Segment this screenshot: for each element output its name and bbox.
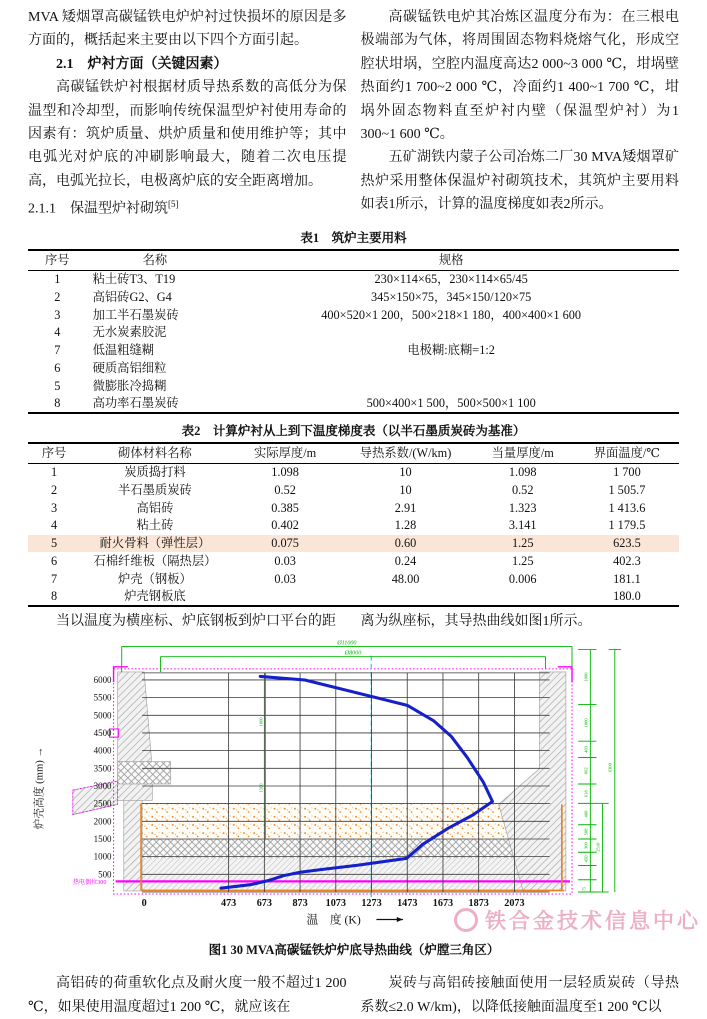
subsection-heading-text: 2.1.1 保温型炉衬砌筑 [28,201,168,217]
table-cell: 粘土砖 [136,518,174,533]
table-cell: 7 [50,571,58,586]
y-tick-label: 6000 [93,675,112,686]
citation-ref: [5] [168,199,179,210]
table-cell: 炉壳钢板底 [124,589,186,604]
dimension-label: 450 [583,855,589,863]
table-row [28,270,679,288]
table-row [28,588,679,607]
table-cell: 500×400×1 500，500×500×1 100 [366,396,536,411]
table-cell [230,588,341,607]
table-cell: 0.24 [394,553,417,568]
x-tick-label: 1473 [397,898,418,910]
dimension-label: 75 [581,887,587,892]
y-tick-label: 5500 [93,692,112,703]
dimension-label: 300 [583,842,589,850]
thermocouple-label: 热电偶位300 [72,880,107,887]
furnace-diagram [28,635,680,933]
table-cell: 1 [50,465,58,480]
table-cell: 电极糊:底糊=1:2 [407,343,495,358]
furnace-lining-layers [142,804,564,892]
y-tick-label: 2500 [93,799,112,810]
y-tick-label: 1000 [93,852,112,863]
paragraph: 高碳锰铁电炉其冶炼区温度分布为：在三根电极端部为气体，将周围固态物料烧熔气化，形成空腔状坩埚，空腔内温度高达2 000~3 000 ℃，坩埚壁热面约1 700~2 000 ℃，冷面约1 400~1 700 ℃，坩埚外固态物料直至炉衬内壁（保温型炉衬）为1 300~1 600 ℃。 [360,10,679,143]
table-row [28,289,679,307]
table-cell: 6 [50,553,58,568]
x-tick-label: 2073 [504,898,525,910]
table1-title: 表1 筑炉主要用料 [300,231,407,246]
column-header: 导热系数/(W/km) [340,443,470,463]
paragraph-text: 炭砖与高铝砖接触面使用一层轻质炭砖（导热系数≤2.0 W/km)，以降低接触面温度至1 200 ℃以 [360,976,679,1015]
y-tick-label: 4000 [93,746,112,757]
dimension-label: Ø11000 [337,640,357,647]
table-cell: 1.323 [508,500,537,515]
table-cell: 2 [50,483,58,498]
dimension-label: 1500 [258,783,264,793]
column-header: 砌体材料名称 [80,443,230,463]
table-cell: 400×520×1 200，500×218×1 180，400×400×1 600 [321,307,582,322]
table-cell: 高功率石墨炭砖 [92,396,179,411]
table-cell: 5 [54,378,61,393]
table-cell: 0.52 [511,483,534,498]
dimension-label: 1800 [583,672,589,682]
table-cell: 0.03 [274,553,296,568]
table-cell: 1.098 [508,465,537,480]
column-header: 界面温度/℃ [575,443,679,463]
dimension-label: 1800 [258,717,264,727]
table-cell: 1 179.5 [608,518,646,533]
table-cell: 炉壳（钢板） [118,571,192,586]
dimension-label: 508 [583,828,589,836]
x-tick-label: 473 [220,898,237,910]
table-cell: 0.03 [274,571,296,586]
table-cell [223,359,679,377]
table-cell [471,588,575,607]
table-cell: 低温粗缝糊 [92,343,155,358]
dimension-label: 6300 [607,763,613,773]
table-cell: 2 [54,290,61,305]
y-tick-label: 4500 [93,728,112,739]
table-cell: 3 [54,307,61,322]
column-header: 规格 [223,250,679,270]
y-tick-label: 1500 [93,834,112,845]
table-row [28,535,679,553]
intro-right-column [361,6,680,221]
column-header: 名称 [87,250,224,270]
table-row [28,517,679,535]
table-cell: 10 [399,465,412,480]
column-header: 当量厚度/m [471,443,575,463]
table-row [28,342,679,360]
paragraph: 五矿湖铁内蒙子公司冶炼二厂30 MVA矮烟罩矿热炉采用整体保温炉衬砌筑技术，其筑炉主要用料如表1所示，计算的温度梯度如表2所示。 [360,150,679,213]
y-axis-title: 炉壳高度 (mm) → [33,747,46,830]
figure-1 [28,635,680,958]
bottom-columns [28,972,679,1019]
table-cell: 623.5 [575,535,679,553]
table-cell: 粘土砖T3、T19 [92,272,176,287]
x-tick-label: 1273 [361,898,382,910]
x-tick-label: 1073 [325,898,346,910]
paragraph-text: 高铝砖的荷重软化点及耐火度一般不超过1 200 ℃，如果使用温度超过1 200 ℃，就应该在 [28,976,347,1015]
table-row [28,306,679,324]
table-cell: 硬质高铝细粒 [92,360,167,375]
paragraph [361,972,680,1019]
table-header-row [28,250,679,270]
table-cell: 耐火骨料（弹性层） [80,535,230,553]
table2-title: 表2 计算炉衬从上到下温度梯度表（以半石墨质炭砖为基准） [181,424,526,439]
dimension-label: 1000 [583,718,589,728]
table-row [28,324,679,342]
table-cell [223,324,679,342]
intro-left-column [28,6,347,221]
table-temperature-gradient [28,442,679,607]
table-cell: 高铝砖G2、G4 [92,290,172,305]
table-cell: 0.075 [230,535,341,553]
table-cell: 高铝砖 [136,500,174,515]
table-cell: 0.385 [271,500,299,515]
table-cell: 3.141 [508,518,537,533]
table-cell: 6 [54,360,61,375]
paragraph: MVA 矮烟罩高碳锰铁电炉炉衬过快损坏的原因是多方面的，概括起来主要由以下四个方面引起。 [28,10,347,49]
table-cell: 1 413.6 [608,500,646,515]
table-row [28,499,679,517]
x-axis-title: 温 度 (K) [306,913,361,927]
x-tick-label: 673 [256,898,272,910]
table-cell: 48.00 [391,571,420,586]
table-cell: 0.60 [340,535,470,553]
table-row [28,482,679,500]
watermark-text: 铁合金技术信息中心 [485,909,701,933]
table-materials [28,249,679,414]
y-tick-label: 500 [98,869,112,880]
paragraph-text: 离为纵座标，其导热曲线如图1所示。 [360,614,592,630]
table-row [28,463,679,481]
table-cell: 3 [50,500,58,515]
figure-caption: 图1 30 MVA高碳锰铁炉炉底导热曲线（炉膛三角区） [208,943,500,958]
column-header: 序号 [28,250,87,270]
table-cell: 半石墨质炭砖 [118,483,192,498]
table-cell: 230×114×65，230×114×65/45 [374,272,528,287]
table-cell: 0.006 [508,571,537,586]
table-cell: 1.25 [471,535,575,553]
y-tick-label: 2000 [93,816,112,827]
table-cell: 1.28 [394,518,417,533]
column-header: 实际厚度/m [230,443,341,463]
dimension-label: 2510 [595,842,601,853]
dimension-label: Ø8000 [344,650,362,657]
table-cell: 0.52 [274,483,296,498]
table-cell: 1 [54,272,61,287]
paragraph [361,611,680,633]
dimension-label: 480 [583,810,589,818]
table-cell: 8 [50,589,58,604]
x-axis-arrowhead [397,917,403,922]
table-row [28,552,679,570]
paragraph-text: 当以温度为横座标、炉底钢板到炉口平台的距 [56,614,336,630]
dimension-label: 483 [583,746,589,754]
bridge-columns [28,611,679,633]
x-tick-label: 1673 [432,898,454,910]
table-cell: 微膨胀冷捣糊 [92,378,167,393]
table-cell: 0.402 [271,518,299,533]
y-tick-label: 5000 [93,710,112,721]
dimension-label: 862 [583,767,589,775]
column-header: 序号 [28,443,80,463]
table-cell: 1.25 [511,553,534,568]
table-cell: 加工半石墨炭砖 [92,307,179,322]
table-row [28,377,679,395]
table-cell: 石棉纤维板（隔热层） [93,553,217,568]
table-cell: 炭质捣打料 [124,465,186,480]
x-tick-label: 873 [292,898,308,910]
section-heading: 2.1 炉衬方面（关键因素） [56,56,228,72]
table-cell: 5 [28,535,80,553]
table-cell: 180.0 [613,589,641,604]
table-cell: 1.098 [271,465,299,480]
paragraph [28,611,347,633]
table-cell: 8 [54,396,61,411]
paragraph: 高碳锰铁炉衬根据材质导热系数的高低分为保温型和冷却型，而影响传统保温型炉衬使用寿命的因素有：筑炉质量、烘炉质量和使用维护等；其中电弧光对炉底的冲刷影响最大，随着二次电压提高，电弧光拉长，电极离炉底的安全距离增加。 [28,80,347,189]
table-row [28,359,679,377]
table-cell: 181.1 [613,571,641,586]
table-cell: 4 [54,325,61,340]
table-cell: 345×150×75，345×150/120×75 [371,290,532,305]
y-tick-label: 3500 [93,763,112,774]
table-cell: 402.3 [613,553,641,568]
x-tick-label: 0 [141,898,147,910]
paragraph [28,972,347,1019]
intro-columns [28,6,679,221]
subsection-heading [28,193,347,221]
table-cell: 2.91 [394,500,417,515]
x-tick-label: 1873 [468,898,489,910]
table-cell: 无水炭素胶泥 [92,325,167,340]
dimension-label: 618 [583,790,589,798]
table-header-row [28,443,679,463]
table-cell: 10 [399,483,412,498]
table-cell [340,588,470,607]
y-tick-label: 3000 [93,781,112,792]
table-cell: 1 505.7 [608,483,646,498]
table-cell: 1 700 [613,465,641,480]
table-cell: 4 [50,518,58,533]
table-row [28,395,679,414]
table-cell [223,377,679,395]
table-row [28,570,679,588]
table-cell: 7 [54,343,61,358]
